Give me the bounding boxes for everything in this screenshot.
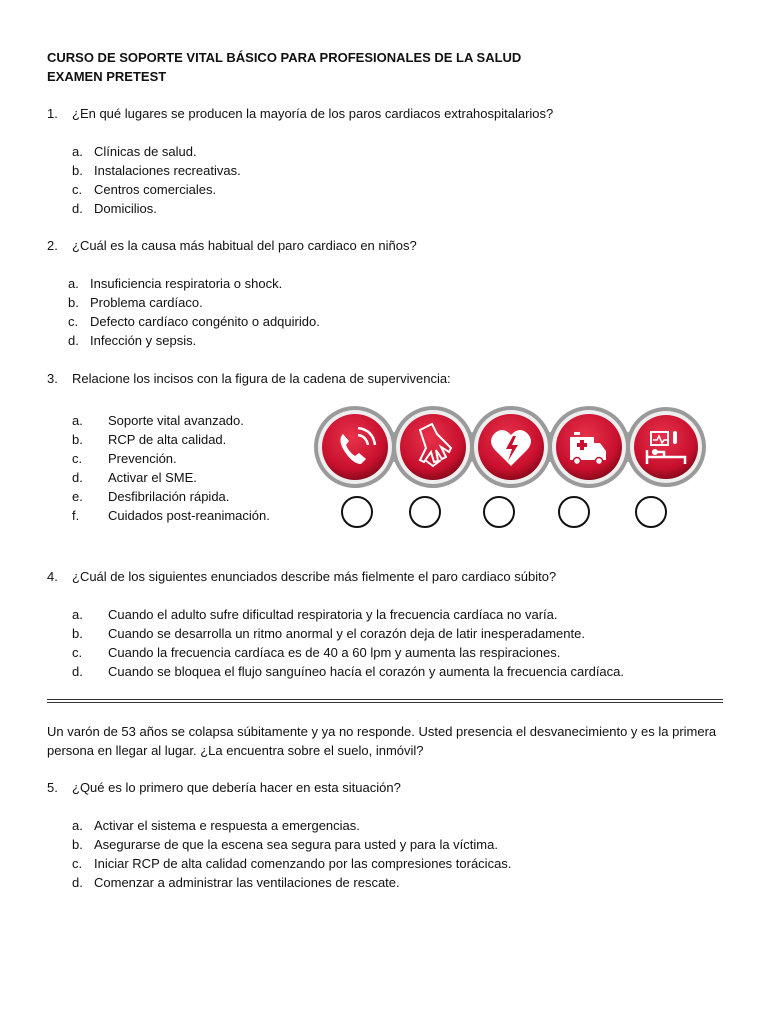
option-text: Defecto cardíaco congénito o adquirido.	[90, 314, 320, 329]
option-letter: b.	[72, 163, 83, 178]
option-letter: d.	[72, 664, 83, 679]
option-2c[interactable]	[68, 312, 320, 331]
option-1c[interactable]	[72, 180, 241, 199]
option-4d[interactable]	[72, 662, 624, 681]
question-1-options	[72, 142, 241, 218]
option-letter: c.	[68, 314, 79, 329]
option-letter: e.	[72, 489, 83, 504]
question-text: ¿En qué lugares se producen la mayoría de los paros cardiacos extrahospitalarios?	[72, 106, 554, 121]
option-text: Problema cardíaco.	[90, 295, 203, 310]
option-2d[interactable]	[68, 331, 320, 350]
question-text: Relacione los incisos con la figura de la cadena de supervivencia:	[72, 371, 451, 386]
option-text: RCP de alta calidad.	[108, 432, 227, 447]
option-1b[interactable]	[72, 161, 241, 180]
cpr-hands-icon	[392, 406, 474, 488]
option-letter: f.	[72, 508, 80, 523]
option-1d[interactable]	[72, 199, 241, 218]
answer-circle-3[interactable]	[483, 496, 515, 528]
option-letter: d.	[72, 875, 83, 890]
option-letter: c.	[72, 856, 83, 871]
option-letter: c.	[72, 451, 83, 466]
exam-title: EXAMEN PRETEST	[47, 69, 167, 84]
option-letter: b.	[72, 837, 83, 852]
option-letter: a.	[72, 818, 83, 833]
option-5d[interactable]	[72, 873, 511, 892]
question-text: ¿Cuál es la causa más habitual del paro cardiaco en niños?	[72, 238, 417, 253]
option-letter: b.	[72, 626, 83, 641]
option-text: Clínicas de salud.	[94, 144, 197, 159]
question-number: 4.	[47, 569, 58, 584]
option-4c[interactable]	[72, 643, 624, 662]
option-text: Infección y sepsis.	[90, 333, 197, 348]
option-2b[interactable]	[68, 293, 320, 312]
option-letter: a.	[72, 607, 83, 622]
option-text: Soporte vital avanzado.	[108, 413, 244, 428]
section-divider	[47, 699, 723, 703]
option-text: Cuidados post-reanimación.	[108, 508, 270, 523]
option-text: Asegurarse de que la escena sea segura para usted y para la víctima.	[94, 837, 498, 852]
option-5a[interactable]	[72, 816, 511, 835]
option-letter: c.	[72, 182, 83, 197]
option-3d	[72, 468, 270, 487]
option-4a[interactable]	[72, 605, 624, 624]
option-text: Cuando se desarrolla un ritmo anormal y el corazón deja de latir inesperadamente.	[108, 626, 585, 641]
case-scenario: Un varón de 53 años se colapsa súbitamente y ya no responde. Usted presencia el desvanecimiento y es la primera persona en llegar al lugar. ¿La encuentra sobre el suelo, inmóvil?	[47, 724, 717, 758]
option-text: Domicilios.	[94, 201, 157, 216]
option-5c[interactable]	[72, 854, 511, 873]
option-letter: d.	[72, 470, 83, 485]
option-text: Activar el sistema e respuesta a emergencias.	[94, 818, 360, 833]
option-letter: a.	[72, 144, 83, 159]
question-number: 1.	[47, 106, 58, 121]
answer-circles	[0, 496, 768, 536]
option-text: Cuando se bloquea el flujo sanguíneo hacía el corazón y aumenta la frecuencia cardíaca.	[108, 664, 625, 679]
option-4b[interactable]	[72, 624, 624, 643]
option-letter: a.	[68, 276, 79, 291]
option-3b	[72, 430, 270, 449]
option-text: Desfibrilación rápida.	[108, 489, 230, 504]
phone-icon	[314, 406, 396, 488]
option-text: Cuando la frecuencia cardíaca es de 40 a 60 lpm y aumenta las respiraciones.	[108, 645, 561, 660]
question-2	[47, 238, 727, 253]
answer-circle-5[interactable]	[635, 496, 667, 528]
option-2a[interactable]	[68, 274, 320, 293]
option-text: Insuficiencia respiratoria o shock.	[90, 276, 283, 291]
option-text: Activar el SME.	[108, 470, 197, 485]
option-text: Cuando el adulto sufre dificultad respiratoria y la frecuencia cardíaca no varía.	[108, 607, 558, 622]
defibrillator-heart-icon	[470, 406, 552, 488]
option-letter: d.	[72, 201, 83, 216]
course-title: CURSO DE SOPORTE VITAL BÁSICO PARA PROFESIONALES DE LA SALUD	[47, 50, 522, 65]
question-5-options	[72, 816, 511, 892]
question-5	[47, 780, 727, 795]
option-letter: b.	[68, 295, 79, 310]
option-text: Iniciar RCP de alta calidad comenzando por las compresiones torácicas.	[94, 856, 512, 871]
question-text: ¿Qué es lo primero que debería hacer en esta situación?	[72, 780, 401, 795]
chain-of-survival-figure	[312, 404, 707, 490]
option-text: Centros comerciales.	[94, 182, 217, 197]
option-5b[interactable]	[72, 835, 511, 854]
question-number: 3.	[47, 371, 58, 386]
option-text: Instalaciones recreativas.	[94, 163, 241, 178]
question-text: ¿Cuál de los siguientes enunciados describe más fielmente el paro cardiaco súbito?	[72, 569, 557, 584]
option-letter: a.	[72, 413, 83, 428]
option-3c	[72, 449, 270, 468]
answer-circle-4[interactable]	[558, 496, 590, 528]
answer-circle-1[interactable]	[341, 496, 373, 528]
option-1a[interactable]	[72, 142, 241, 161]
option-letter: b.	[72, 432, 83, 447]
option-3a	[72, 411, 270, 430]
ambulance-icon	[548, 406, 630, 488]
option-letter: d.	[68, 333, 79, 348]
question-number: 2.	[47, 238, 58, 253]
option-text: Prevención.	[108, 451, 177, 466]
question-4	[47, 569, 727, 584]
question-number: 5.	[47, 780, 58, 795]
option-text: Comenzar a administrar las ventilaciones de rescate.	[94, 875, 400, 890]
answer-circle-2[interactable]	[409, 496, 441, 528]
option-letter: c.	[72, 645, 83, 660]
question-1	[47, 106, 727, 121]
hospital-bed-icon	[626, 407, 706, 487]
question-3	[47, 371, 727, 386]
question-2-options	[68, 274, 320, 350]
question-4-options	[72, 605, 624, 681]
